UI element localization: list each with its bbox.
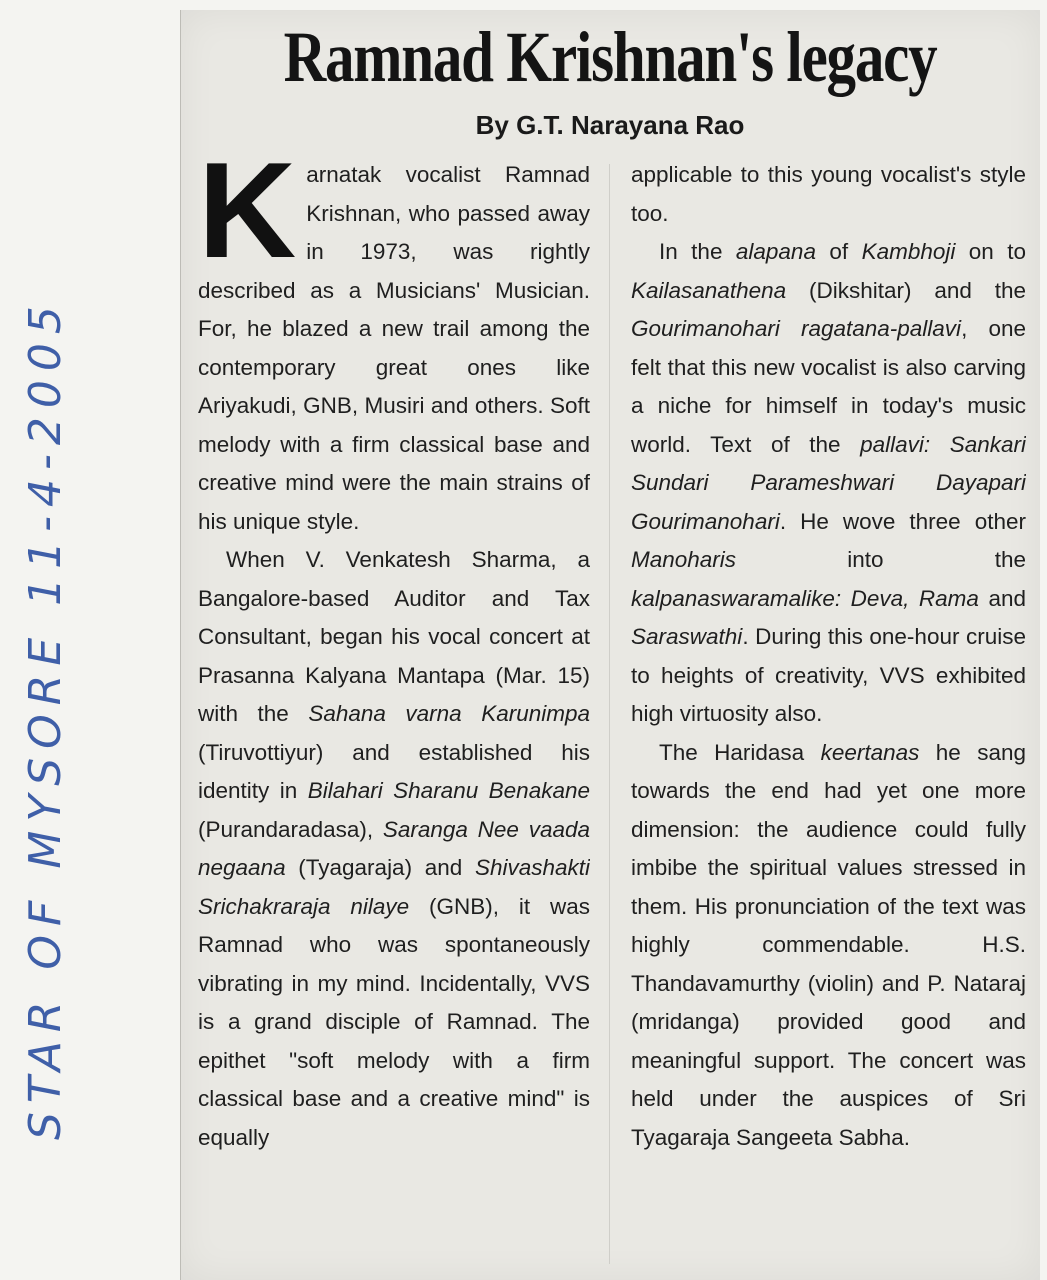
column-divider: [609, 164, 610, 1264]
article-headline: Ramnad Krishnan's legacy: [283, 17, 937, 97]
paragraph: When V. Venkatesh Sharma, a Bangalore-based Auditor and Tax Consultant, began his vocal concert at Prasanna Kalyana Mantapa (Mar. 15) with the Sahana varna Karunimpa (Tiruvottiyur) and established his identity in Bilahari Sharanu Benakane (Purandaradasa), Saranga Nee vaada negaana (Tyagaraja) and Shivashakti Srichakraraja nilaye (GNB), it was Ramnad who was spontaneously vibrating in my mind. Incidentally, VVS is a grand disciple of Ramnad. The epithet "soft melody with a firm classical base and a creative mind" is equally: [198, 547, 590, 1150]
paragraph: arnatak vocalist Ramnad Krishnan, who passed away in 1973, was rightly described as a Musicians' Musician. For, he blazed a new trail among the contemporary great ones like Ariyakudi, GNB, Musiri and others. Soft melody with a firm classical base and creative mind were the main strains of his unique style.: [198, 162, 590, 534]
paragraph: applicable to this young vocalist's style too.: [631, 162, 1026, 226]
paragraph: In the alapana of Kambhoji on to Kailasanathena (Dikshitar) and the Gourimanohari ragatana-pallavi, one felt that this new vocalist is also carving a niche for himself in today's music world. Text of the pallavi: Sankari Sundari Parameshwari Dayapari Gourimanohari. He wove three other Manoharis into the kalpanaswaramalike: Deva, Rama and Saraswathi. During this one-hour cruise to heights of creativity, VVS exhibited high virtuosity also.: [631, 239, 1026, 726]
article-column-left: [198, 156, 590, 1276]
paragraph: The Haridasa keertanas he sang towards the end had yet one more dimension: the audience could fully imbibe the spiritual values stressed in them. His pronunciation of the text was highly commendable. H.S. Thandavamurthy (violin) and P. Nataraj (mridanga) provided good and meaningful support. The concert was held under the auspices of Sri Tyagaraja Sangeeta Sabha.: [631, 739, 1026, 1150]
drop-cap: K: [198, 156, 297, 286]
clipping-edge: [180, 10, 181, 1280]
handwritten-source-note: STAR OF MYSORE 11-4-2005: [20, 297, 71, 1140]
article-byline: By G.T. Narayana Rao: [475, 110, 745, 140]
article-column-right: [631, 156, 1026, 1276]
